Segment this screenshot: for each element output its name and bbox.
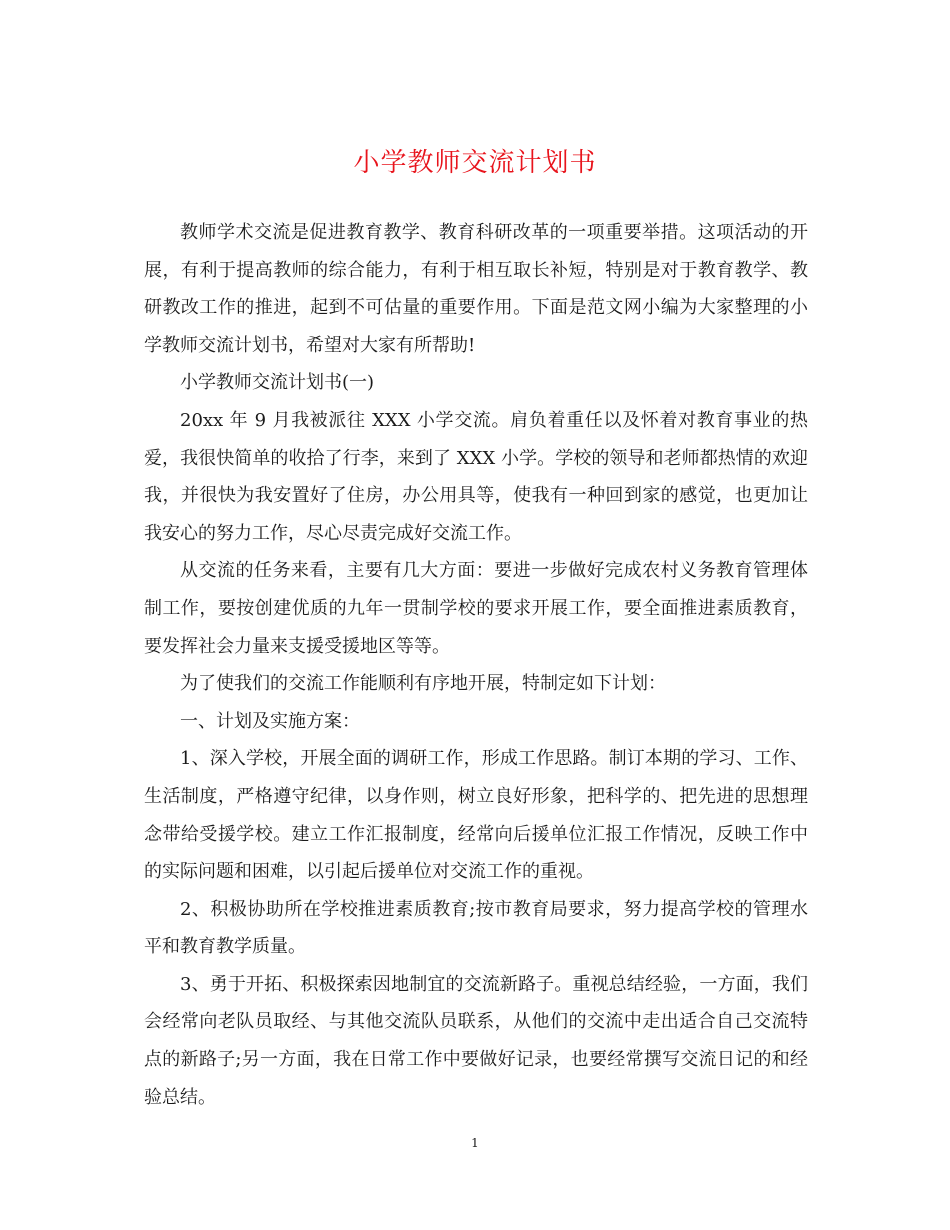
paragraph-plan-intro: 为了使我们的交流工作能顺利有序地开展，特制定如下计划： (180, 673, 666, 695)
paragraph-section-heading: 小学教师交流计划书(一) (180, 372, 375, 394)
paragraph-intro: 教师学术交流是促进教育教学、教育科研改革的一项重要举措。这项活动的开展，有利于提高教师的综合能力，有利于相互取长补短，特别是对于教育教学、教研教改工作的推进，起到不可估量的重要作用。下面是范文网小编为大家整理的小学教师交流计划书，希望对大家有所帮助! (144, 222, 808, 356)
paragraph-item-2: 2、积极协助所在学校推进素质教育;按市教育局要求，努力提高学校的管理水平和教育教学质量。 (144, 898, 808, 958)
paragraph-item-3: 3、勇于开拓、积极探索因地制宜的交流新路子。重视总结经验，一方面，我们会经常向老队员取经、与其他交流队员联系，从他们的交流中走出适合自己交流特点的新路子;另一方面，我在日常工作中要做好记录，也要经常撰写交流日记的和经验总结。 (144, 973, 808, 1108)
paragraph-tasks: 从交流的任务来看，主要有几大方面：要进一步做好完成农村义务教育管理体制工作，要按创建优质的九年一贯制学校的要求开展工作，要全面推进素质教育，要发挥社会力量来支援受援地区等等。 (144, 560, 808, 657)
paragraph-plan-heading: 一、计划及实施方案： (180, 710, 360, 732)
document-title: 小学教师交流计划书 (353, 148, 597, 178)
page-number: 1 (471, 1136, 479, 1150)
paragraph-arrival: 20xx 年 9 月我被派往 XXX 小学交流。肩负着重任以及怀着对教育事业的热爱，我很快简单的收拾了行李，来到了 XXX 小学。学校的领导和老师都热情的欢迎我，并很快为我安置好了住房，办公用具等，使我有一种回到家的感觉，也更加让我安心的努力工作，尽心尽责完成好交流工作。 (144, 409, 808, 544)
document-body (144, 214, 808, 1116)
paragraph-item-1: 1、深入学校，开展全面的调研工作，形成工作思路。制订本期的学习、工作、生活制度，严格遵守纪律，以身作则，树立良好形象，把科学的、把先进的思想理念带给受援学校。建立工作汇报制度，经常向后援单位汇报工作情况，反映工作中的实际问题和困难，以引起后援单位对交流工作的重视。 (144, 748, 808, 883)
